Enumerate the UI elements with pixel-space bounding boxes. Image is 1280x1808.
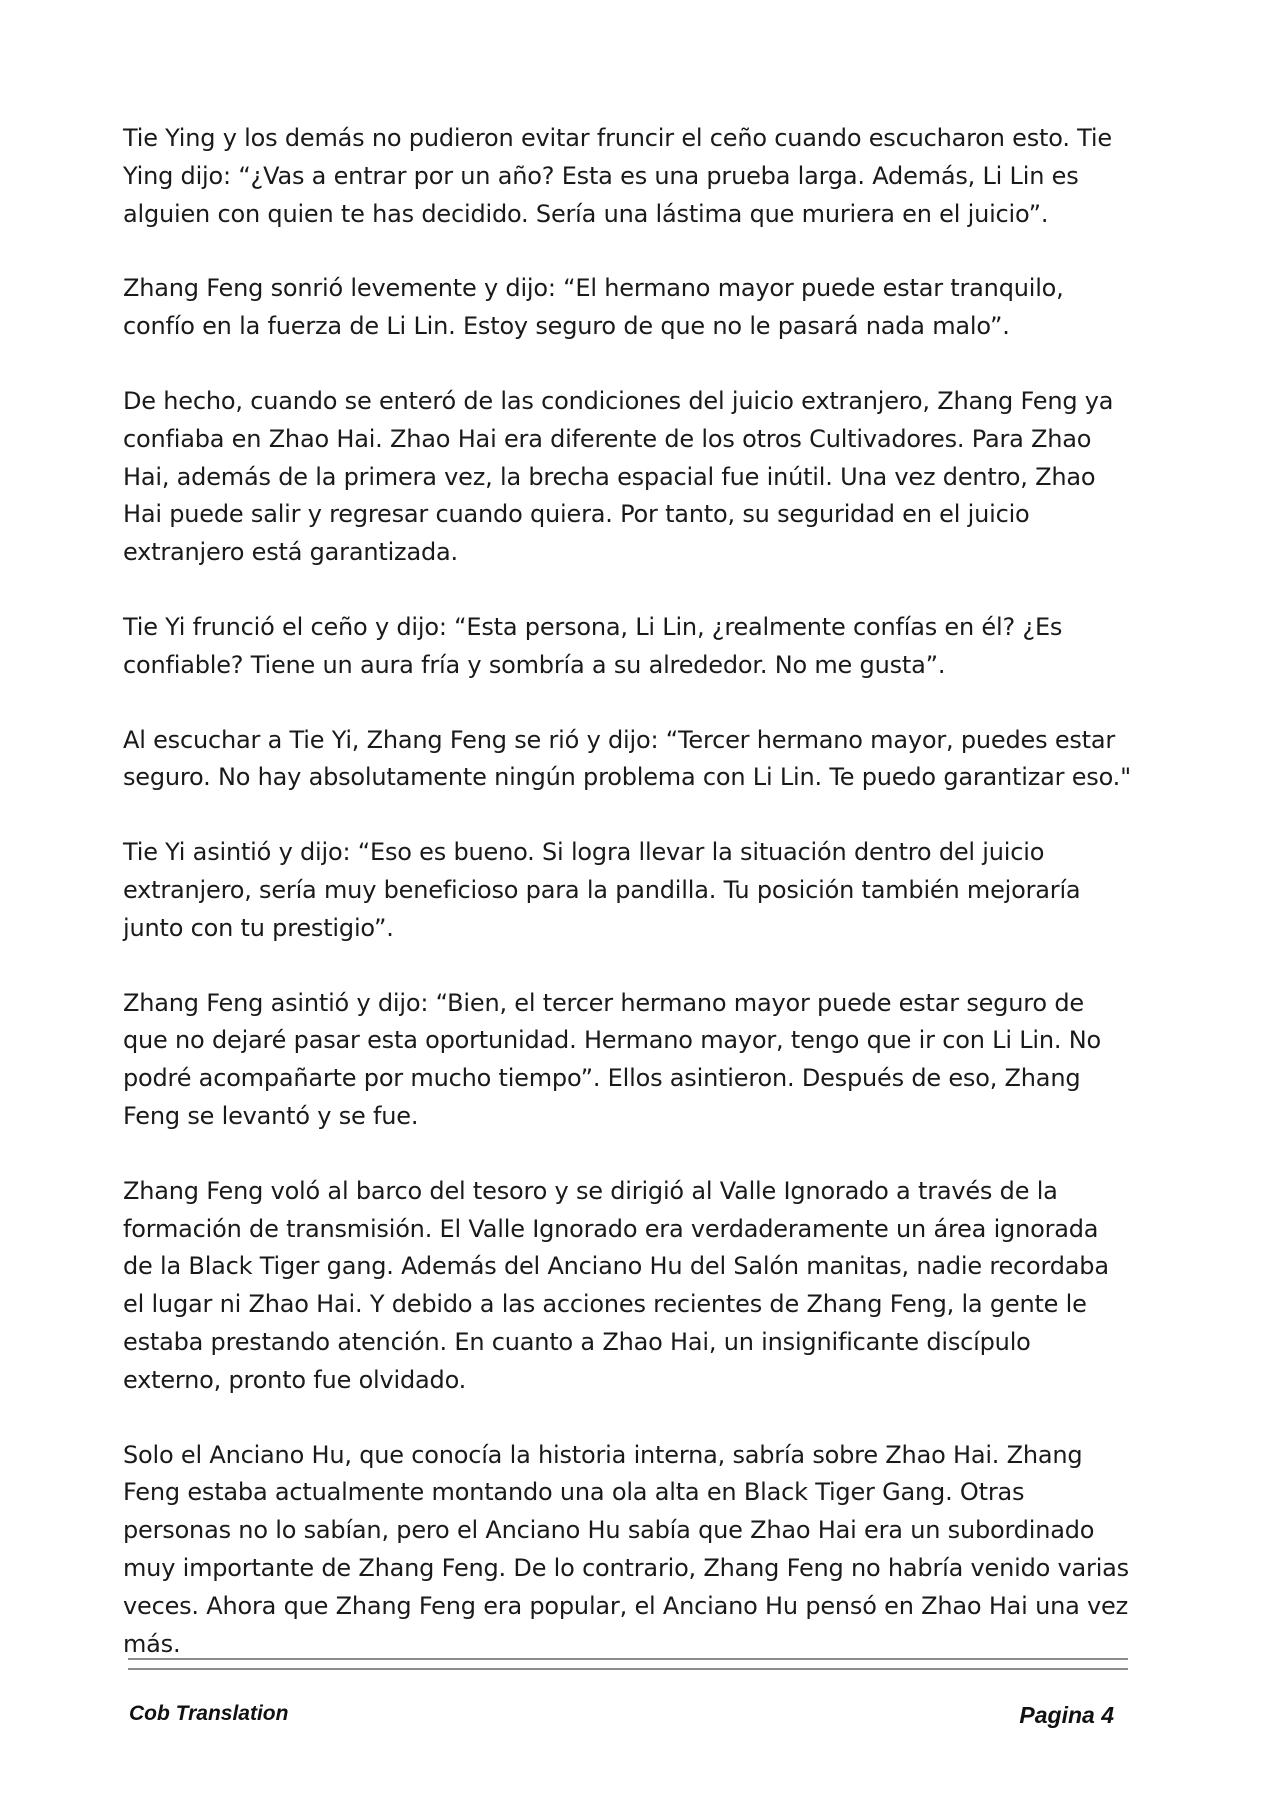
paragraph: Zhang Feng asintió y dijo: “Bien, el tercer hermano mayor puede estar seguro de que no dejaré pasar esta oportunidad. Hermano mayor, tengo que ir con Li Lin. No podré acompañarte por mucho tiempo”. Ellos asintieron. Después de eso, Zhang Feng se levantó y se fue.: [123, 988, 1101, 1130]
paragraph: Solo el Anciano Hu, que conocía la historia interna, sabría sobre Zhao Hai. Zhang Feng estaba actualmente montando una ola alta en Black Tiger Gang. Otras personas no lo sabían, pero el Anciano Hu sabía que Zhao Hai era un subordinado muy importante de Zhang Feng. De lo contrario, Zhang Feng no habría venido varias veces. Ahora que Zhang Feng era popular, el Anciano Hu pensó en Zhao Hai una vez más.: [123, 1440, 1129, 1658]
page-number: Pagina 4: [1019, 1702, 1114, 1728]
body-text: [123, 120, 1133, 1700]
paragraph: Tie Yi asintió y dijo: “Eso es bueno. Si logra llevar la situación dentro del juicio extranjero, sería muy beneficioso para la pandilla. Tu posición también mejoraría junto con tu prestigio”.: [123, 838, 1081, 942]
footer-divider-top: [128, 1658, 1128, 1660]
paragraph: Al escuchar a Tie Yi, Zhang Feng se rió y dijo: “Tercer hermano mayor, puedes estar seguro. No hay absolutamente ningún problema con Li Lin. Te puedo garantizar eso.": [123, 725, 1131, 792]
footer-credit: Cob Translation: [129, 1702, 289, 1725]
paragraph: Zhang Feng sonrió levemente y dijo: “El hermano mayor puede estar tranquilo, confío en la fuerza de Li Lin. Estoy seguro de que no le pasará nada malo”.: [123, 274, 1064, 341]
footer-divider-bottom: [128, 1668, 1128, 1670]
paragraph: Tie Yi frunció el ceño y dijo: “Esta persona, Li Lin, ¿realmente confías en él? ¿Es confiable? Tiene un aura fría y sombría a su alrededor. No me gusta”.: [123, 612, 1063, 679]
paragraph: De hecho, cuando se enteró de las condiciones del juicio extranjero, Zhang Feng ya confiaba en Zhao Hai. Zhao Hai era diferente de los otros Cultivadores. Para Zhao Hai, además de la primera vez, la brecha espacial fue inútil. Una vez dentro, Zhao Hai puede salir y regresar cuando quiera. Por tanto, su seguridad en el juicio extranjero está garantizada.: [123, 386, 1114, 567]
paragraph: Zhang Feng voló al barco del tesoro y se dirigió al Valle Ignorado a través de la formación de transmisión. El Valle Ignorado era verdaderamente un área ignorada de la Black Tiger gang. Además del Anciano Hu del Salón manitas, nadie recordaba el lugar ni Zhao Hai. Y debido a las acciones recientes de Zhang Feng, la gente le estaba prestando atención. En cuanto a Zhao Hai, un insignificante discípulo externo, pronto fue olvidado.: [123, 1176, 1109, 1394]
paragraph: Tie Ying y los demás no pudieron evitar fruncir el ceño cuando escucharon esto. Tie Ying dijo: “¿Vas a entrar por un año? Esta es una prueba larga. Además, Li Lin es alguien con quien te has decidido. Sería una lástima que muriera en el juicio”.: [123, 124, 1112, 228]
